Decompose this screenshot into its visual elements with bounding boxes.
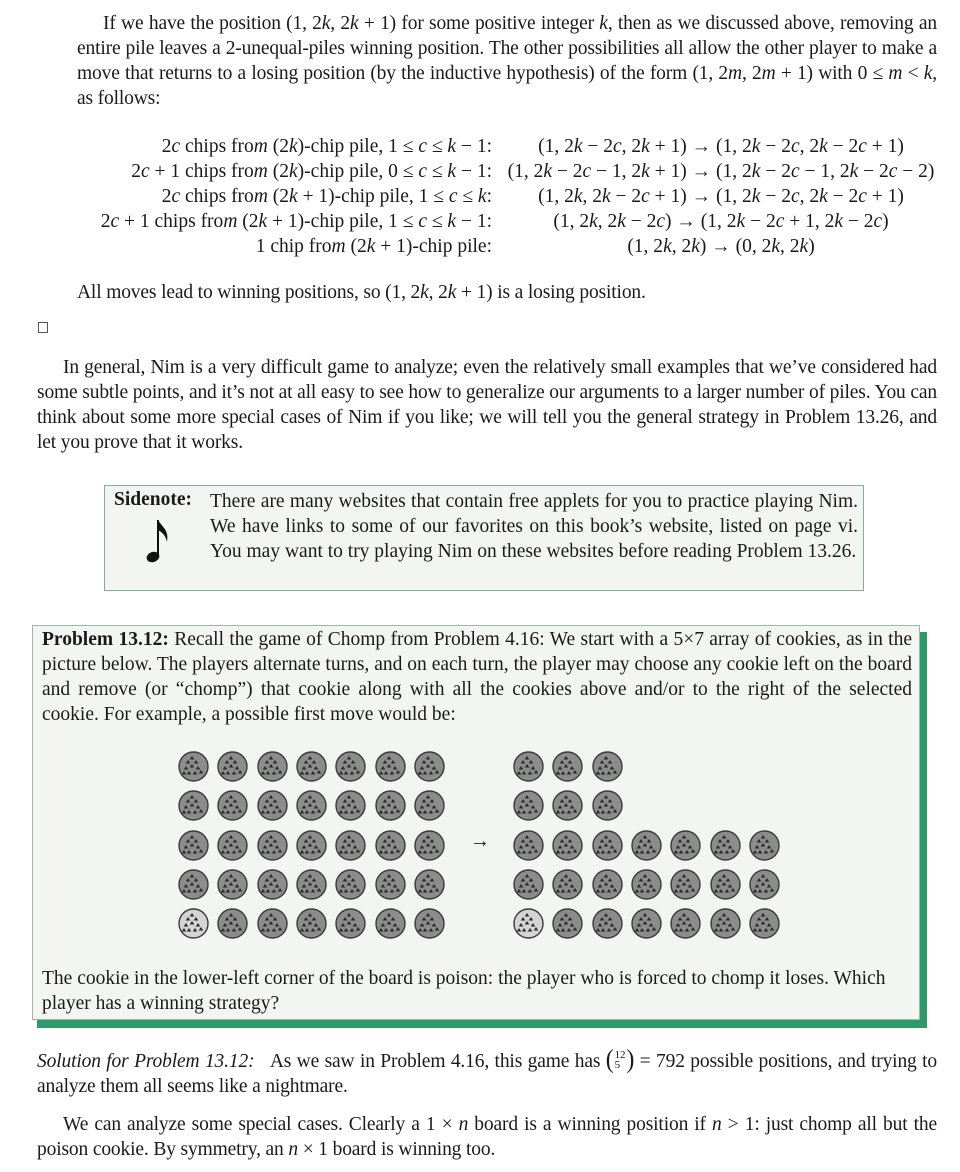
cookie — [257, 751, 288, 782]
math-var: m — [761, 63, 776, 84]
move-row — [60, 209, 950, 234]
moves-table — [60, 134, 950, 259]
cookie — [217, 751, 248, 782]
move-description: 2c chips from (2k)-chip pile, 1 ≤ c ≤ k − 1: — [161, 136, 492, 157]
move-equation: (1, 2k, 2k − 2c + 1) → (1, 2k − 2c, 2k − 2c + 1) — [538, 186, 904, 207]
math-n: n — [458, 1114, 469, 1135]
move-description: 1 chip from (2k + 1)-chip pile: — [255, 236, 492, 257]
cookie — [552, 790, 583, 821]
cookie — [217, 908, 248, 939]
move-description: 2c + 1 chips from (2k + 1)-chip pile, 1 ≤ c ≤ k − 1: — [100, 211, 492, 232]
cookie — [631, 830, 662, 861]
cookie — [178, 830, 209, 861]
problem-question: The cookie in the lower-left corner of the board is poison: the player who is forced to chomp it loses. Which player has a winning strategy? — [42, 968, 886, 1014]
cookie — [296, 869, 327, 900]
move-equation: (1, 2k − 2c, 2k + 1) → (1, 2k − 2c, 2k − 2c + 1) — [538, 136, 904, 157]
cookie — [513, 869, 544, 900]
general-paragraph-text: In general, Nim is a very difficult game to analyze; even the relatively small examples that we’ve considered had some subtle points, and it’s not at all easy to see how to generalize our arguments to a larger number of piles. You can think about some more special cases of Nim if you like; we will tell you the general strategy in Problem 13.26, and let you prove that it works. — [37, 357, 937, 453]
sidenote-text: There are many websites that contain free applets for you to practice playing Nim. We have links to some of our favorites on this book’s website, listed on page vi. You may want to try playing Nim on these websites before reading Problem 13.26. — [210, 491, 858, 562]
binomial-coefficient: ( 12 5 ) — [605, 1045, 635, 1075]
cookie — [257, 908, 288, 939]
general-paragraph — [37, 355, 937, 455]
math-n: n — [712, 1114, 722, 1135]
problem-box — [32, 625, 920, 1020]
cookie — [670, 908, 701, 939]
cookie — [670, 869, 701, 900]
cookie — [335, 830, 366, 861]
cookie — [552, 830, 583, 861]
cookie — [414, 790, 445, 821]
move-arrow-icon: → — [470, 830, 490, 852]
cookie — [178, 751, 209, 782]
cookie — [257, 790, 288, 821]
cookie — [178, 790, 209, 821]
solution-text-a: As we saw in Problem 4.16, this game has — [269, 1051, 601, 1072]
move-description: 2c + 1 chips from (2k)-chip pile, 0 ≤ c ≤ k − 1: — [131, 161, 492, 182]
solution-paragraph — [37, 1045, 938, 1099]
cookie — [513, 751, 544, 782]
poison-cookie — [178, 908, 209, 939]
cookie — [631, 869, 662, 900]
poison-cookie — [513, 908, 544, 939]
math-var: k — [923, 63, 933, 84]
cookie — [710, 869, 741, 900]
text: We can analyze some special cases. Clearly a 1 × — [63, 1114, 459, 1135]
cookie — [670, 830, 701, 861]
problem-text: Recall the game of Chomp from Problem 4.16: We start with a 5×7 array of cookies, as in the picture below. The players alternate turns, and on each turn, the player may choose any cookie left on the board and remove (or “chomp”) that cookie along with all the cookies above and/or to the right of the selected cookie. For example, a possible first move would be: — [42, 629, 913, 725]
intro-paragraph: If we have the position (1, 2k, 2k + 1) for some positive integer k, then as we discussed above, removing an entire pile leaves a 2-unequal-piles winning position. The other possibilities all allow the other player to make a move that returns to a losing position (by the inductive hypothesis) of the form (1, 2m, 2m + 1) with 0 ≤ m < k, as follows: — [77, 13, 937, 109]
special-cases-paragraph — [37, 1112, 937, 1162]
math-n: n — [288, 1139, 298, 1160]
cookie — [217, 869, 248, 900]
cookie — [296, 751, 327, 782]
math-var: m — [728, 63, 742, 84]
cookie — [749, 908, 780, 939]
binom-top: 12 — [614, 1049, 626, 1061]
cookie — [592, 830, 623, 861]
cookie — [414, 830, 445, 861]
qed-square-icon — [38, 322, 48, 333]
cookie — [710, 908, 741, 939]
chomp-illustration — [33, 626, 919, 1019]
cookie — [335, 908, 366, 939]
sidenote-box — [104, 485, 864, 591]
cookie — [592, 751, 623, 782]
text: × 1 board is winning too. — [297, 1139, 496, 1160]
problem-label: Problem 13.12: — [42, 629, 169, 650]
cookie — [592, 908, 623, 939]
cookie — [592, 790, 623, 821]
move-row — [60, 234, 950, 259]
text: board is a winning position if — [468, 1114, 713, 1135]
text: > 1: just chomp all but the poison cookie. By symmetry, an — [37, 1114, 937, 1160]
move-description: 2c chips from (2k + 1)-chip pile, 1 ≤ c ≤ k: — [161, 186, 492, 207]
cookie — [749, 869, 780, 900]
cookie — [749, 830, 780, 861]
cookie — [296, 790, 327, 821]
cookie — [178, 869, 209, 900]
cookie — [375, 908, 406, 939]
math-var: k — [321, 13, 331, 34]
move-row — [60, 159, 950, 184]
cookie — [257, 830, 288, 861]
cookie — [335, 869, 366, 900]
cookie — [552, 751, 583, 782]
sidenote-label: Sidenote: — [114, 489, 192, 510]
cookie — [592, 869, 623, 900]
solution-label: Solution for Problem 13.12: — [37, 1051, 255, 1072]
move-equation: (1, 2k, 2k) → (0, 2k, 2k) — [627, 236, 815, 257]
move-equation: (1, 2k, 2k − 2c) → (1, 2k − 2c + 1, 2k − 2c) — [553, 211, 889, 232]
cookie — [296, 908, 327, 939]
cookie — [513, 790, 544, 821]
math-var: k — [599, 13, 608, 34]
cookie — [414, 869, 445, 900]
cookie — [296, 830, 327, 861]
conclusion-text: All moves lead to winning positions, so (1, 2k, 2k + 1) is a losing position. — [77, 282, 646, 303]
cookie — [375, 830, 406, 861]
cookie — [414, 908, 445, 939]
cookie — [552, 908, 583, 939]
cookie — [552, 869, 583, 900]
cookie — [335, 790, 366, 821]
binom-bottom: 5 — [614, 1059, 620, 1071]
math-var: m — [888, 63, 903, 84]
cookie — [375, 790, 406, 821]
cookie — [375, 751, 406, 782]
cookie — [513, 830, 544, 861]
move-row — [60, 184, 950, 209]
math-var: k — [349, 13, 359, 34]
cookie — [217, 790, 248, 821]
move-row — [60, 134, 950, 159]
cookie — [375, 869, 406, 900]
cookie — [217, 830, 248, 861]
cookie — [335, 751, 366, 782]
cookie — [414, 751, 445, 782]
eighth-note-icon — [145, 516, 175, 566]
move-equation: (1, 2k − 2c − 1, 2k + 1) → (1, 2k − 2c − 1, 2k − 2c − 2) — [507, 161, 935, 182]
cookie — [710, 830, 741, 861]
cookie — [631, 908, 662, 939]
cookie — [257, 869, 288, 900]
solution-text-b: = 792 possible positions, and trying to analyze them all seems like a nightmare. — [37, 1051, 938, 1097]
